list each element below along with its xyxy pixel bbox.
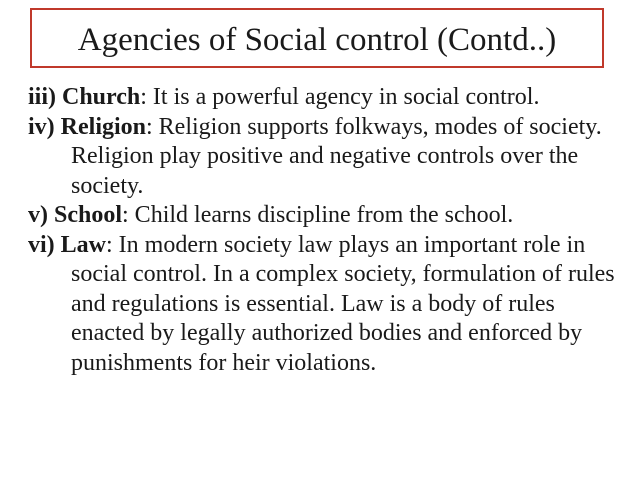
list-item-law (28, 231, 628, 379)
item-text-school: : Child learns discipline from the school. (122, 202, 514, 228)
item-label-religion: iv) Religion (28, 113, 146, 140)
item-label-school: v) School (28, 202, 123, 228)
list-item-church (28, 83, 628, 113)
slide-body (28, 83, 628, 378)
slide-title: Agencies of Social control (Contd..) (77, 21, 557, 58)
item-label-law: vi) Law (28, 231, 106, 258)
list-item-school (28, 201, 628, 231)
list-item-religion (28, 113, 628, 202)
item-text-law: : In modern society law plays an important role in social control. In a complex society, formulation of rules and regulations is essential. Law is a body of rules enacted by legally authorized bodies and enforced by punishments for heir violations. (71, 231, 615, 376)
item-text-religion: : Religion supports folkways, modes of society. Religion play positive and negative controls over the society. (71, 113, 602, 199)
item-label-church: iii) Church (28, 84, 141, 110)
slide-title-box (30, 8, 604, 68)
item-text-church: : It is a powerful agency in social control. (140, 84, 540, 110)
